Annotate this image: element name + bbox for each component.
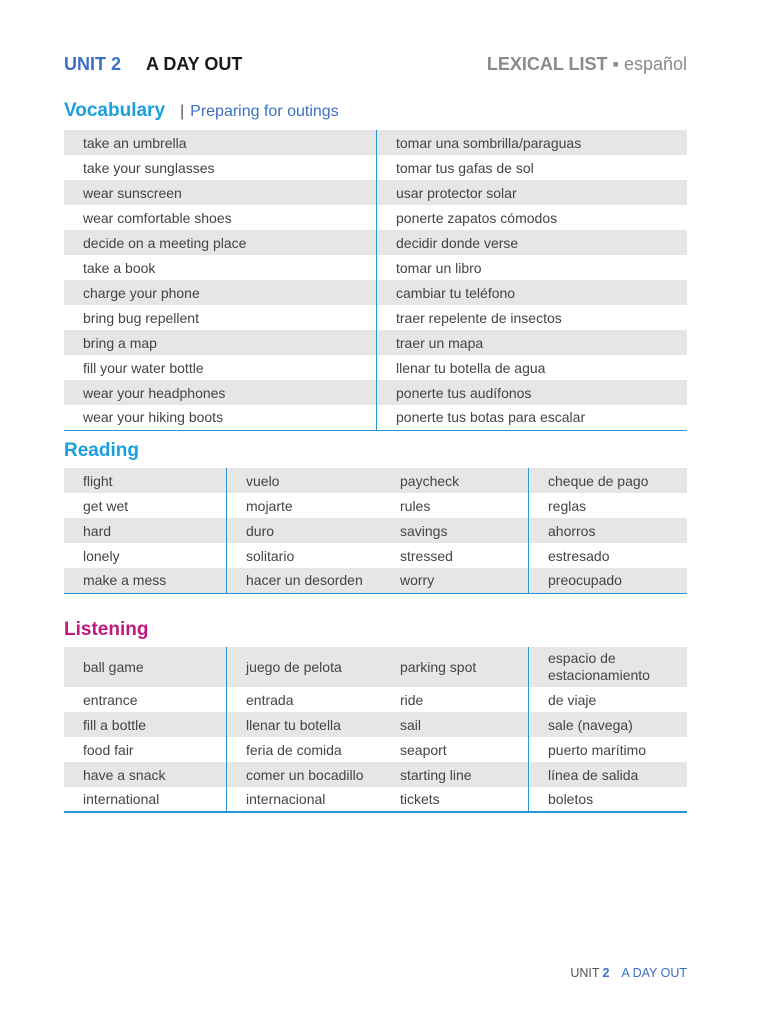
lexical-list-label <box>487 54 687 75</box>
english-term: wear comfortable shoes <box>64 205 377 230</box>
english-term: entrance <box>64 687 227 712</box>
english-term: ride <box>381 687 529 712</box>
spanish-term: ponerte tus botas para escalar <box>396 409 586 426</box>
english-term: ball game <box>64 647 227 687</box>
spanish-term: traer un mapa <box>377 330 688 355</box>
spanish-term: comer un bocadillo <box>227 762 382 787</box>
table-row <box>64 155 687 180</box>
english-term: international <box>64 787 227 812</box>
spanish-term: juego de pelota <box>227 647 382 687</box>
spanish-term: llenar tu botella <box>227 712 382 737</box>
table-row <box>64 405 687 430</box>
english-term: rules <box>381 493 529 518</box>
english-term: sail <box>381 712 529 737</box>
unit-number: UNIT 2 <box>64 54 122 74</box>
table-row <box>64 130 687 155</box>
english-term: worry <box>381 568 529 593</box>
table-row <box>64 380 687 405</box>
english-term: bring a map <box>64 330 377 355</box>
english-term: lonely <box>64 543 227 568</box>
english-term: savings <box>381 518 529 543</box>
spanish-term: entrada <box>246 691 294 708</box>
spanish-term: línea de salida <box>529 762 688 787</box>
english-term: flight <box>64 468 227 493</box>
reading-heading: Reading <box>64 440 139 461</box>
spanish-term: tomar tus gafas de sol <box>396 159 534 176</box>
listening-table <box>64 647 687 813</box>
english-term: take your sunglasses <box>64 155 377 180</box>
english-term: wear your headphones <box>64 380 377 405</box>
table-row <box>64 568 687 593</box>
english-term: take an umbrella <box>64 130 377 155</box>
spanish-term: puerto marítimo <box>548 741 647 758</box>
table-row <box>64 255 687 280</box>
footer-unit-label: UNIT <box>570 966 600 980</box>
table-row <box>64 205 687 230</box>
english-term: tickets <box>381 787 529 812</box>
spanish-term: boletos <box>548 791 594 807</box>
reading-table <box>64 468 687 594</box>
spanish-term: reglas <box>548 497 587 514</box>
english-term: wear sunscreen <box>64 180 377 205</box>
english-term: fill a bottle <box>64 712 227 737</box>
english-term: wear your hiking boots <box>64 405 377 430</box>
table-row <box>64 355 687 380</box>
english-term: fill your water bottle <box>64 355 377 380</box>
table-row <box>64 543 687 568</box>
english-term: charge your phone <box>64 280 377 305</box>
english-term: food fair <box>64 737 227 762</box>
table-row <box>64 712 687 737</box>
spanish-term: sale (navega) <box>529 712 688 737</box>
english-term: hard <box>64 518 227 543</box>
vocabulary-heading: Vocabulary <box>64 100 166 121</box>
spanish-term: decidir donde verse <box>377 230 688 255</box>
english-term: paycheck <box>381 468 529 493</box>
english-term: take a book <box>64 255 377 280</box>
english-term: bring bug repellent <box>64 305 377 330</box>
spanish-term: mojarte <box>246 497 293 514</box>
spanish-term: solitario <box>246 547 295 564</box>
spanish-term: hacer un desorden <box>227 568 382 593</box>
table-row <box>64 647 687 687</box>
table-row <box>64 230 687 255</box>
footer-unit-number: 2 <box>602 966 610 980</box>
spanish-term: tomar un libro <box>396 259 482 276</box>
page-footer <box>570 966 687 980</box>
lexical-label: LEXICAL LIST <box>486 54 608 74</box>
english-term: seaport <box>381 737 529 762</box>
language-label: español <box>623 54 687 74</box>
spanish-term: feria de comida <box>246 741 342 758</box>
listening-heading: Listening <box>64 619 149 640</box>
spanish-term: duro <box>227 518 382 543</box>
english-term: have a snack <box>64 762 227 787</box>
english-term: stressed <box>381 543 529 568</box>
spanish-term: ahorros <box>529 518 688 543</box>
table-row <box>64 280 687 305</box>
spanish-term: cheque de pago <box>529 468 688 493</box>
spanish-term: estresado <box>548 547 610 564</box>
spanish-term: vuelo <box>227 468 382 493</box>
spanish-term: de viaje <box>548 691 597 708</box>
spanish-term: cambiar tu teléfono <box>377 280 688 305</box>
footer-title: A DAY OUT <box>621 966 687 980</box>
unit-title: A DAY OUT <box>146 54 243 74</box>
page-header <box>64 54 687 78</box>
table-row <box>64 180 687 205</box>
table-row <box>64 787 687 812</box>
spanish-term: ponerte tus audífonos <box>377 380 688 405</box>
table-row <box>64 305 687 330</box>
english-term: make a mess <box>64 568 227 593</box>
table-row <box>64 330 687 355</box>
spanish-term: ponerte zapatos cómodos <box>396 209 558 226</box>
table-row <box>64 762 687 787</box>
spanish-term: llenar tu botella de agua <box>396 359 546 376</box>
spanish-term: traer repelente de insectos <box>396 309 562 326</box>
english-term: parking spot <box>381 647 529 687</box>
table-row <box>64 687 687 712</box>
table-row <box>64 518 687 543</box>
vocabulary-subtitle-text: Preparing for outings <box>190 103 339 120</box>
vocabulary-table <box>64 130 687 431</box>
english-term: starting line <box>381 762 529 787</box>
table-row <box>64 737 687 762</box>
english-term: get wet <box>64 493 227 518</box>
vocabulary-subtitle: | Preparing for outings <box>180 103 339 120</box>
separator-square: ▪ <box>612 54 619 74</box>
spanish-term: espacio de estacionamiento <box>529 647 688 687</box>
english-term: decide on a meeting place <box>64 230 377 255</box>
table-row <box>64 493 687 518</box>
table-row <box>64 468 687 493</box>
spanish-term: preocupado <box>529 568 688 593</box>
spanish-term: usar protector solar <box>377 180 688 205</box>
spanish-term: tomar una sombrilla/paraguas <box>377 130 688 155</box>
spanish-term: internacional <box>246 791 326 807</box>
